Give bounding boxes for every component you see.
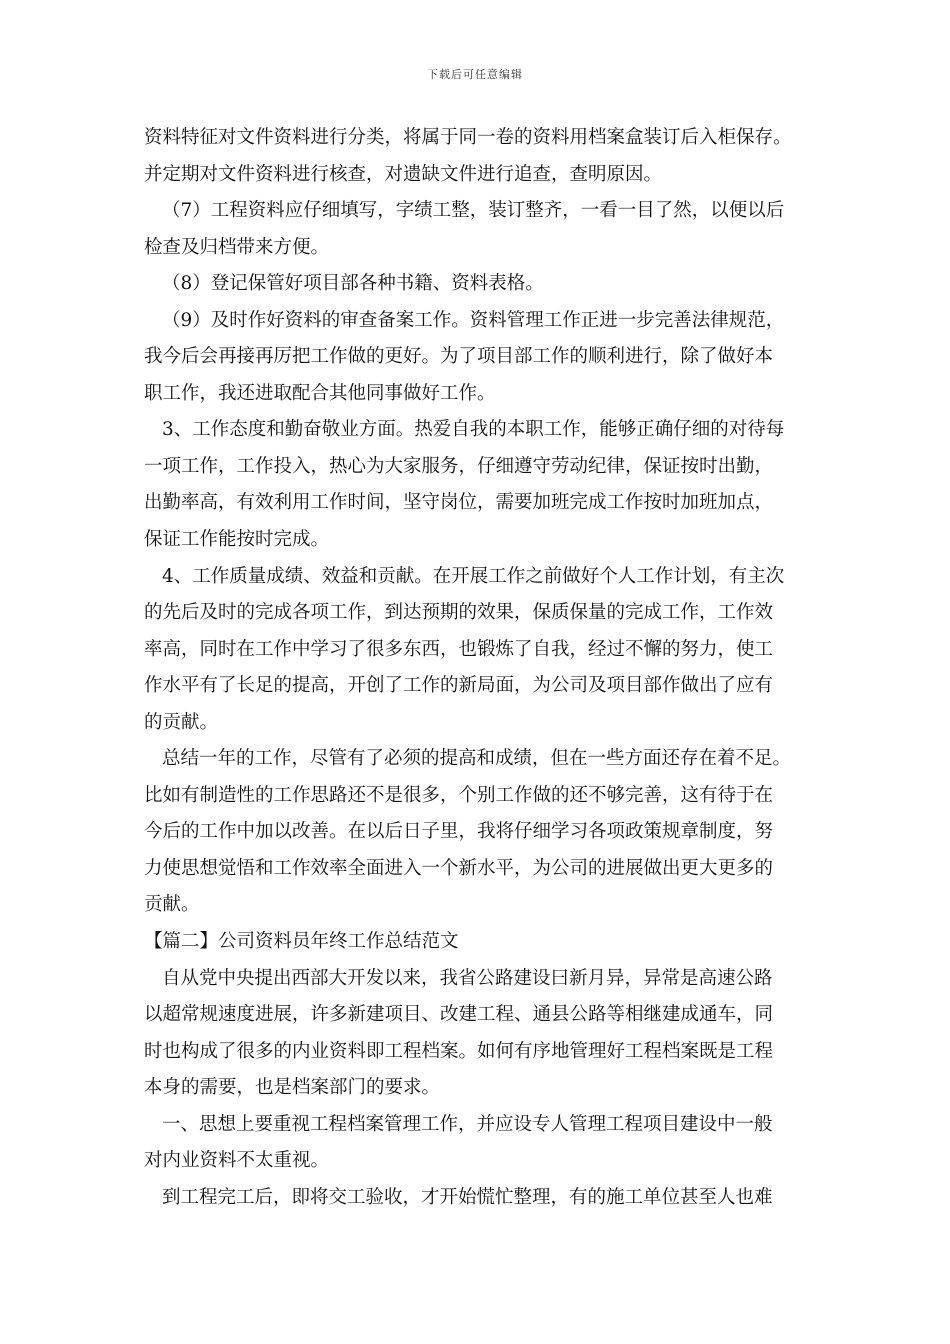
- text-line: （9）及时作好资料的审查备案工作。资料管理工作正进一步完善法律规范，: [162, 309, 785, 331]
- text-line: 资料特征对文件资料进行分类，将属于同一卷的资料用档案盒装订后入柜保存。: [144, 127, 792, 148]
- text-line: 自从党中央提出西部大开发以来，我省公路建设曰新月异，异常是高速公路: [162, 967, 773, 989]
- section-heading: 【篇二】公司资料员年终工作总结范文: [144, 931, 459, 953]
- text-line: 贡献。: [144, 894, 200, 916]
- text-line: （7）工程资料应仔细填写，字绩工整，装订整齐，一看一目了然，以便以后: [162, 200, 785, 222]
- document-body: [144, 120, 824, 1216]
- text-line: 总结一年的工作，尽管有了必须的提高和成绩，但在一些方面还存在着不足。: [162, 748, 792, 770]
- text-line: 3、工作态度和勤奋敬业方面。热爱自我的本职工作，能够正确仔细的对待每: [162, 419, 785, 441]
- text-line: 时也构成了很多的内业资料即工程档案。如何有序地管理好工程档案既是工程: [144, 1040, 774, 1062]
- text-line: 一项工作，工作投入，热心为大家服务，仔细遵守劳动纪律，保证按时出勤，: [144, 455, 774, 477]
- text-line: 比如有制造性的工作思路还不是很多，个别工作做的还不够完善，这有待于在: [144, 784, 774, 806]
- text-line: 4、工作质量成绩、效益和贡献。在开展工作之前做好个人工作计划，有主次: [162, 565, 785, 587]
- text-line: 率高，同时在工作中学习了很多东西，也锻炼了自我，经过不懈的努力，使工: [144, 638, 774, 660]
- text-line: 作水平有了长足的提高，开创了工作的新局面，为公司及项目部作做出了应有: [144, 675, 774, 697]
- text-line: 我今后会再接再厉把工作做的更好。为了项目部工作的顺利进行，除了做好本: [144, 346, 774, 368]
- text-line: 的贡献。: [144, 711, 219, 733]
- text-line: 的先后及时的完成各项工作，到达预期的效果，保质保量的完成工作，工作效: [144, 602, 774, 624]
- text-line: 本身的需要，也是档案部门的要求。: [144, 1077, 441, 1099]
- text-line: 对内业资料不太重视。: [144, 1150, 330, 1172]
- text-line: （8）登记保管好项目部各种书籍、资料表格。: [162, 273, 544, 295]
- text-line: 检查及归档带来方便。: [144, 236, 330, 258]
- text-line: 保证工作能按时完成。: [144, 529, 330, 551]
- page-header: 下载后可任意编辑: [427, 68, 523, 81]
- text-line: 力使思想觉悟和工作效率全面进入一个新水平，为公司的进展做出更大更多的: [144, 857, 774, 879]
- text-line: 一、思想上要重视工程档案管理工作，并应设专人管理工程项目建设中一般: [162, 1113, 773, 1135]
- text-line: 到工程完工后，即将交工验收，才开始慌忙整理，有的施工单位甚至人也难: [162, 1186, 773, 1208]
- text-line: 出勤率高，有效利用工作时间，坚守岗位，需要加班完成工作按时加班加点，: [144, 492, 774, 514]
- text-line: 今后的工作中加以改善。在以后日子里，我将仔细学习各项政策规章制度，努: [144, 821, 774, 843]
- text-line: 职工作，我还进取配合其他同事做好工作。: [144, 382, 496, 404]
- text-line: 并定期对文件资料进行核查，对遗缺文件进行追查，查明原因。: [144, 163, 663, 185]
- text-line: 以超常规速度进展，许多新建项目、改建工程、通县公路等相继建成通车，同: [144, 1004, 774, 1026]
